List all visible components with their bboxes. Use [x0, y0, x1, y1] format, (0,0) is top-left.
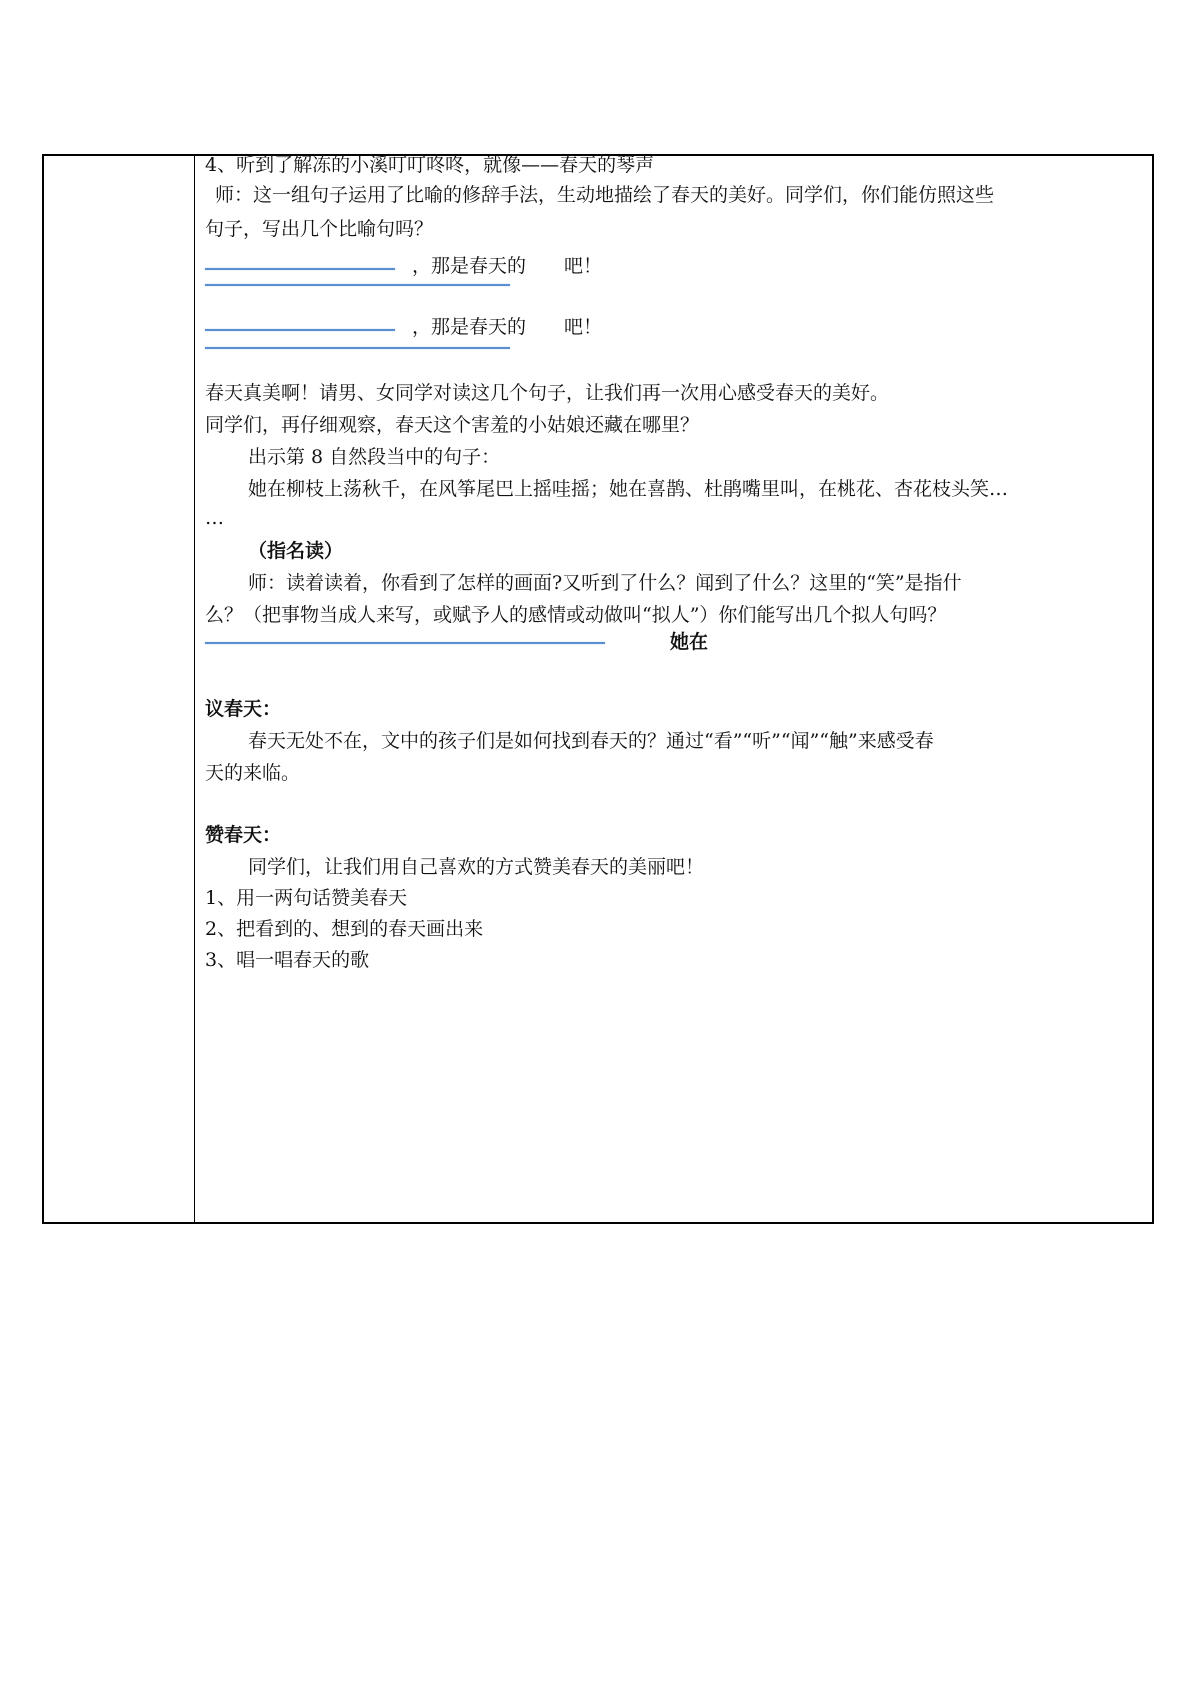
teacher-question-cont: 么？（把事物当成人来写，或赋予人的感情或动做叫“拟人”）你们能写出几个拟人句吗？	[205, 604, 947, 626]
left-column-cell	[44, 156, 195, 1222]
simile-template-1: ，那是春天的 吧！	[412, 255, 603, 277]
praise-intro: 同学们，让我们用自己喜欢的方式赞美春天的美丽吧！	[248, 856, 705, 878]
discuss-paragraph-cont: 天的来临。	[205, 762, 301, 784]
teacher-question: 师：读着读着，你看到了怎样的画面?又听到了什么？闻到了什么？这里的“笑”是指什	[248, 572, 962, 594]
discuss-paragraph: 春天无处不在，文中的孩子们是如何找到春天的？通过“看”“听”“闻”“触”来感受春	[248, 730, 934, 752]
fill-blank-line[interactable]	[205, 284, 510, 286]
section-heading-discuss: 议春天：	[205, 698, 282, 720]
quoted-sentence-cont: …	[205, 507, 224, 529]
sentence-4: 4、听到了解冻的小溪叮叮咚咚，就像——春天的琴声	[205, 154, 655, 176]
quoted-sentence: 她在柳枝上荡秋千，在风筝尾巴上摇哇摇；她在喜鹊、杜鹃嘴里叫，在桃花、杏花枝头笑…	[248, 478, 1009, 500]
fill-blank-line[interactable]	[205, 329, 395, 331]
praise-item-3: 3、唱一唱春天的歌	[205, 949, 370, 971]
fill-blank-line[interactable]	[205, 642, 605, 644]
fill-blank-line[interactable]	[205, 268, 395, 270]
praise-item-2: 2、把看到的、想到的春天画出来	[205, 918, 484, 940]
teacher-prompt: 师：这一组句子运用了比喻的修辞手法，生动地描绘了春天的美好。同学们，你们能仿照这些	[215, 184, 995, 206]
fill-blank-line[interactable]	[205, 347, 510, 349]
simile-template-2: ，那是春天的 吧！	[412, 316, 603, 338]
paragraph-observe: 同学们，再仔细观察，春天这个害羞的小姑娘还藏在哪里？	[205, 414, 700, 436]
paragraph-read-aloud: 春天真美啊！请男、女同学对读这几个句子，让我们再一次用心感受春天的美好。	[205, 382, 890, 404]
personification-template: 她在	[670, 631, 709, 653]
show-sentence: 出示第 8 自然段当中的句子：	[248, 446, 501, 468]
section-heading-praise: 赞春天：	[205, 824, 282, 846]
teacher-prompt-cont: 句子，写出几个比喻句吗？	[205, 218, 434, 240]
read-instruction: （指名读）	[248, 540, 344, 562]
praise-item-1: 1、用一两句话赞美春天	[205, 887, 408, 909]
